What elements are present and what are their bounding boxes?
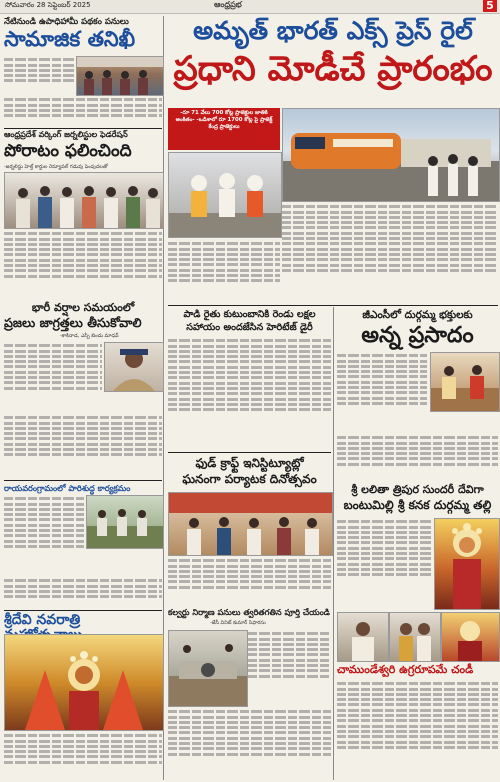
separator bbox=[4, 610, 162, 611]
sanitation-text-2 bbox=[4, 577, 162, 607]
journalists-photo bbox=[4, 172, 164, 229]
separator bbox=[4, 480, 162, 481]
group-photo-icon bbox=[5, 173, 163, 228]
annaprasadam-photo bbox=[430, 352, 500, 412]
meeting-photo-icon bbox=[77, 57, 163, 95]
tourism-event-photo-icon bbox=[169, 493, 332, 555]
food-craft-headline-1: ఫుడ్ క్రాఫ్ట్ ఇనిస్టిట్యూట్లో bbox=[195, 456, 304, 470]
journalists-subhead: -జర్నలిస్టు హెల్త్ కార్డుల రెన్యూవల్ గడువు పెంపుదలతో bbox=[4, 164, 108, 170]
pm-dais-photo-icon bbox=[169, 153, 281, 237]
gmc-headline: అన్న ప్రసాదం bbox=[361, 323, 474, 348]
rain-headline-1: భారీ వర్షాల సమయంలో bbox=[31, 301, 135, 314]
tripura-text bbox=[337, 518, 432, 608]
culvert-subhead: -జేసీ వినిట్ కుమార్ సిఫారసు bbox=[210, 620, 266, 626]
culvert-text bbox=[248, 630, 331, 705]
construction-photo-icon bbox=[169, 631, 247, 706]
lead-highlight-text: -రూ 71 వేలు 700 కోట్ల ప్రాజెక్టుల జాతికి అంకితం- -ఒడిశాలో రూ 1700 కోట్ల పై ప్రాజెక్ట్ కేంద్ర ప్రాజెక్టులు bbox=[175, 110, 273, 130]
gmc-kicker: జీఎంసీలో దుర్గమ్మ భక్తులకు bbox=[362, 309, 473, 321]
journalists-headline: పోరాటం ఫలించింది bbox=[4, 141, 132, 161]
temple-photo-2 bbox=[389, 612, 441, 662]
devotees-photo-icon bbox=[390, 613, 440, 661]
officer-portrait-icon bbox=[105, 343, 163, 391]
gmc-text-2 bbox=[337, 434, 498, 482]
social-audit-text-2 bbox=[4, 96, 162, 126]
train-photo bbox=[282, 108, 500, 202]
gmc-text bbox=[337, 352, 427, 432]
deity-photo-icon bbox=[5, 635, 163, 730]
journalists-kicker: ఆంధ్రప్రదేశ్ వర్కింగ్ జర్నలిస్టుల ఫెడరేషన్ bbox=[4, 130, 128, 139]
social-audit-headline: సామాజిక తనిఖీ bbox=[4, 27, 136, 51]
workers-photo-icon bbox=[87, 496, 163, 548]
dairy-text bbox=[168, 337, 331, 449]
goddess-photo bbox=[434, 518, 500, 610]
sanitation-text bbox=[4, 495, 84, 575]
lead-headline-1: అమృత్ భారత్ ఎక్స్ ప్రెస్ రైల్ bbox=[193, 16, 473, 45]
navaratri-text bbox=[4, 732, 162, 778]
lead-text-right bbox=[282, 203, 498, 303]
masthead: ఆంధ్రప్రభ bbox=[214, 0, 242, 9]
lead-highlight-box bbox=[168, 108, 280, 150]
culvert-headline: కల్వర్టు నిర్మాణ పనులు త్వరితగతిన పూర్తి చేయండి bbox=[168, 607, 330, 617]
train-launch-photo-icon bbox=[283, 109, 499, 201]
culvert-text-2 bbox=[168, 708, 331, 778]
food-craft-headline-2: ఘనంగా పర్యాటక దినోత్సవం bbox=[182, 472, 317, 486]
social-audit-text bbox=[4, 56, 74, 94]
priest-photo-icon bbox=[338, 613, 388, 661]
separator bbox=[4, 128, 162, 129]
separator bbox=[168, 305, 498, 306]
top-bar bbox=[0, 0, 500, 14]
navaratri-photo bbox=[4, 634, 164, 731]
chamundi-text bbox=[337, 680, 498, 778]
rain-text-2 bbox=[4, 414, 162, 478]
issue-date: సోమవారం 28 సెప్టెంబర్ 2025 bbox=[5, 1, 91, 9]
chamundi-headline: చాముండేశ్వరి ఉగ్రరూపమే చండీ bbox=[337, 663, 474, 676]
sanitation-photo bbox=[86, 495, 164, 549]
dairy-headline-1: పాడి రైతు కుటుంబానికి రెండు లక్షల bbox=[183, 309, 316, 320]
tripura-headline-2: బంటుమిల్లి శ్రీ కనక దుర్గమ్మ తల్లి bbox=[343, 498, 492, 512]
idol-closeup-icon bbox=[442, 613, 499, 661]
goddess-idol-photo-icon bbox=[435, 519, 499, 609]
rain-subhead: -కాకినాడ, ఎస్పీ బిందు మాధవ్ bbox=[60, 333, 119, 339]
sanitation-headline: రాయవరంగ్రామంలో పారిశుద్ధ కార్యక్రమం bbox=[4, 483, 131, 493]
rain-text bbox=[4, 342, 102, 412]
lead-headline-2: ప్రధాని మోడీచే ప్రారంభం bbox=[173, 49, 493, 89]
sp-portrait-photo bbox=[104, 342, 164, 392]
culvert-photo bbox=[168, 630, 248, 707]
temple-photo-1 bbox=[337, 612, 389, 662]
tourism-text bbox=[168, 557, 331, 607]
lead-text-left bbox=[168, 240, 280, 300]
column-divider bbox=[333, 307, 334, 780]
rain-headline-2: ప్రజలు జాగ్రత్తలు తీసుకోవాలి bbox=[4, 315, 142, 330]
separator bbox=[168, 452, 331, 453]
navaratri-headline: శ్రీదేవి నవరాత్రి bbox=[4, 612, 81, 628]
tourism-day-photo bbox=[168, 492, 333, 556]
modi-photo bbox=[168, 152, 282, 238]
tripura-headline-1: శ్రీ లలితా త్రిపుర సుందరీ దేవిగా bbox=[351, 483, 484, 496]
social-audit-photo bbox=[76, 56, 164, 96]
page-number: 5 bbox=[483, 0, 497, 12]
temple-photo-3 bbox=[441, 612, 500, 662]
food-distribution-photo-icon bbox=[431, 353, 499, 411]
social-audit-kicker: నేటినుండి ఉపాధిహామీ పథకం పనులు bbox=[4, 17, 129, 27]
dairy-headline-2: సహాయం అందజేసిన హెరిటేజ్ డైరీ bbox=[186, 322, 313, 333]
journalists-text bbox=[4, 230, 162, 298]
